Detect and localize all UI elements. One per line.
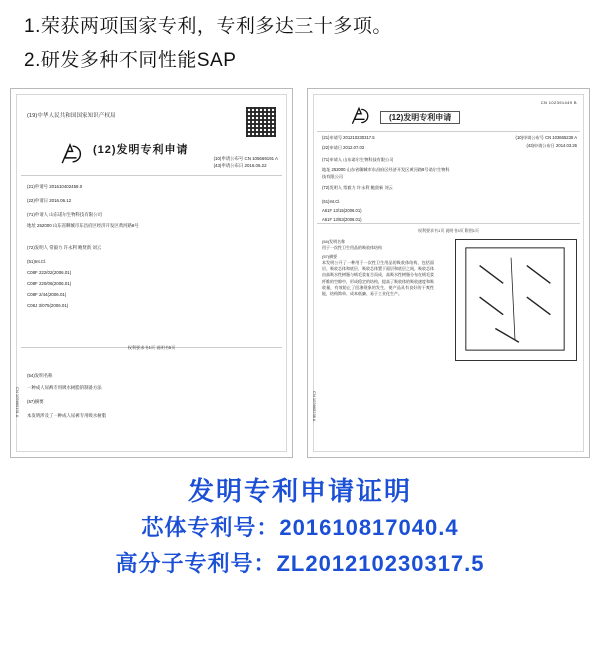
- document-type-title: (12)发明专利申请: [380, 111, 460, 124]
- top-bullet-list: [0, 0, 600, 82]
- document-side-number: CN 103665238 A: [312, 390, 317, 421]
- ipc-label: (51)Int.Cl.: [322, 199, 341, 204]
- applicant-address: 地址 252000 山东省聊城市东昌府区经济开发区黄河路8号诺尔生物科技有限公司: [322, 167, 450, 179]
- document-type-title: (12)发明专利申请: [93, 144, 189, 156]
- ipc-code-3: C08F 2/44(2006.01): [27, 292, 67, 297]
- ipc-code-4: C08J 3/075(2006.01): [27, 303, 69, 308]
- publication-number-block: [214, 155, 278, 169]
- patent-document-right: [307, 88, 590, 458]
- ipc-code-2: A61F 13/53(2006.01): [322, 217, 362, 222]
- invention-title-label: (54)发明名称: [322, 239, 346, 244]
- abstract-text: 本发明涉及了一种成人尿裤专用吸水树脂: [27, 413, 107, 418]
- abstract-label: (57)摘要: [322, 254, 338, 260]
- figure-drawing-icon: [456, 240, 574, 358]
- page-count-footer: 权利要求书1页 说明书5页: [127, 345, 176, 350]
- application-number: (21)申请号 201610402458.0: [27, 184, 83, 189]
- issuing-office-line: (19)中华人民共和国国家知识产权局: [27, 113, 116, 119]
- applicant-address: 地址 252000 山东省聊城市东昌府区经济开发区黄河路8号: [27, 223, 139, 228]
- certificate-caption: [0, 472, 600, 582]
- abstract-label: (57)摘要: [27, 399, 44, 404]
- patent-emblem-icon: [57, 141, 83, 167]
- invention-title-label: (54)发明名称: [27, 373, 53, 378]
- application-date: (22)申请日 2012.07.03: [322, 145, 365, 150]
- abstract-column: [322, 239, 434, 297]
- application-date: (22)申请日 2016.06.12: [27, 198, 72, 203]
- barcode-text: CN 102391449 B: [540, 100, 577, 105]
- abstract-text: 本发明公开了一种用于一次性卫生用品的吸收体结构，包括面层、吸收芯体和底层，吸收芯体置于面层和底层之间，吸收芯体由高吸水性树脂与绒毛浆复合而成，高吸水性树脂分布在绒毛浆纤维的空隙中，形成稳定的结构，提高了吸收体的吸收速度和吸收量，有效防止了回渗现象的发生，使产品具有良好的干爽性能，结构简单、成本低廉、易于工业化生产。: [322, 260, 434, 296]
- document-side-number: CN 105669191 A: [15, 386, 20, 417]
- ipc-code-2: C08F 220/06(2006.01): [27, 281, 72, 286]
- applicant-name: (71)申请人 山东诺尔生物科技有限公司: [322, 157, 394, 162]
- bullet-line-1: 1.荣获两项国家专利，专利多达三十多项。: [24, 16, 392, 37]
- invention-title-text: 一种成人尿裤专用吸水树脂的制备方法: [27, 385, 102, 390]
- patent-document-left: [10, 88, 293, 458]
- inventor-list: (72)发明人 常毅力 许永利 鲍贤新 刘云: [27, 245, 102, 250]
- qr-code-icon: [246, 107, 276, 137]
- ipc-label: (51)Int.Cl.: [27, 259, 47, 264]
- publication-number: (10)申请公布号 CN 105669191 A: [213, 156, 278, 161]
- inventor-list: (72)发明人 常毅力 许永利 鲍贤新 刘云: [322, 185, 393, 190]
- invention-title-text: 用于一次性卫生用品的吸收体结构: [322, 245, 382, 251]
- publication-number: (10)申请公布号 CN 103665238 A: [515, 135, 577, 140]
- patent-emblem-icon: [348, 105, 370, 127]
- divider-lower: [317, 223, 580, 224]
- page-count-footer: 权利要求书1页 说明书3页 附图1页: [418, 228, 479, 233]
- bullet-line-2: 2.研发多种不同性能SAP: [24, 50, 237, 71]
- patent-documents-row: [0, 82, 600, 458]
- core-patent-number: 芯体专利号：201610817040.4: [141, 515, 459, 540]
- ipc-code-1: C08F 222/02(2006.01): [27, 270, 72, 275]
- ipc-code-1: A61F 13/15(2006.01): [322, 208, 362, 213]
- publication-date: (43)申请公布日 2014.03.26: [526, 143, 577, 148]
- patent-figure: [455, 239, 577, 361]
- polymer-patent-number: 高分子专利号：ZL201210230317.5: [115, 551, 485, 576]
- caption-title: 发明专利申请证明: [187, 476, 412, 506]
- divider: [21, 175, 282, 176]
- publication-date: (43)申请公布日 2016.06.22: [213, 163, 267, 168]
- applicant-name: (71)申请人 山东诺尔生物科技有限公司: [27, 212, 102, 217]
- divider: [317, 131, 580, 132]
- application-number: (21)申请号 201210230317.5: [322, 135, 375, 140]
